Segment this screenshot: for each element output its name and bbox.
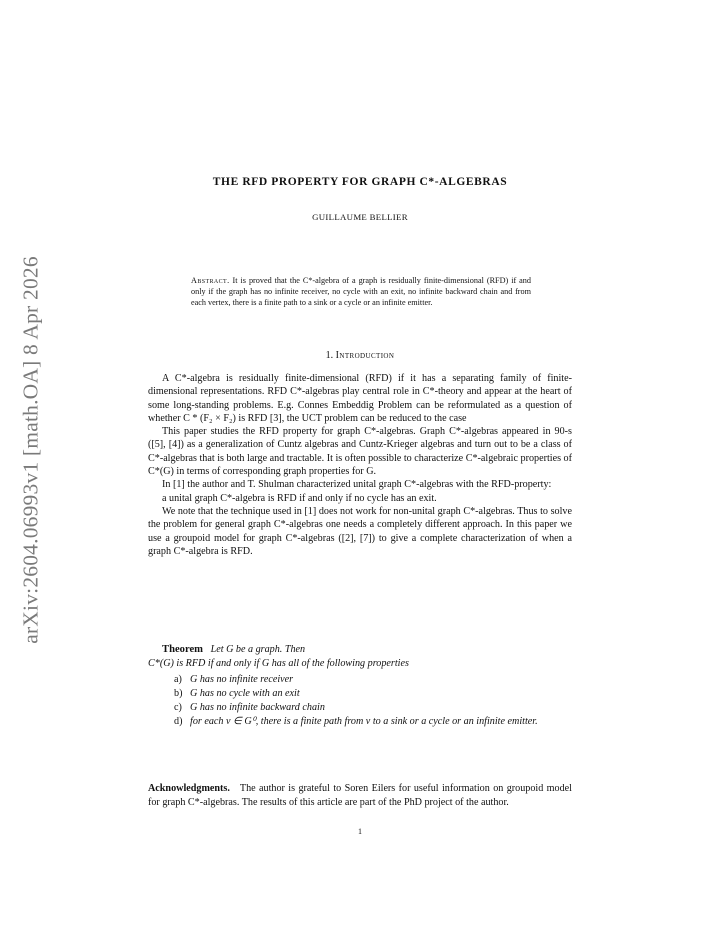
paragraph: We note that the technique used in [1] does not work for non-unital graph C*-algebras. Thus to solve the problem for general graph C*-algebras one needs a completely different approach. In this paper we use a groupoid model for graph C*-algebras ([2], [7]) to give a complete characterization of when a graph C*-algebra is RFD. bbox=[148, 505, 572, 557]
paragraph: A C*-algebra is residually finite-dimensional (RFD) if it has a separating family of finite-dimensional representations. RFD C*-algebras play central role in C*-theory and appear at the heart of some long-standing problems. E.g. Connes Embeddig Problem can be reformulated as a question of whether C * (F₂ × F₂) is RFD [3], the UCT problem can be reduced to the case bbox=[148, 373, 572, 424]
paper-title: THE RFD PROPERTY FOR GRAPH C*-ALGEBRAS bbox=[212, 176, 508, 188]
theorem-label: Theorem bbox=[162, 644, 203, 655]
theorem-block bbox=[148, 643, 572, 729]
list-item: c) G has no infinite backward chain bbox=[174, 702, 325, 713]
abstract-label: Abstract. bbox=[191, 276, 230, 285]
theorem-conditions-list bbox=[148, 673, 572, 729]
section-number: 1. bbox=[325, 350, 334, 361]
section-heading bbox=[0, 350, 720, 361]
page-number: 1 bbox=[358, 827, 362, 836]
abstract-text: It is proved that the C*-algebra of a graph is residually finite-dimensional (RFD) if and only if the graph has no infinite receiver, no cycle with an exit, no infinite backward chain and from each vertex, there is a finite path to a sink or a cycle or an infinite emitter. bbox=[191, 276, 531, 307]
introduction-body bbox=[148, 372, 572, 558]
arxiv-id-text: arXiv:2604.06993v1 [math.OA] 8 Apr 2026 bbox=[18, 256, 43, 644]
list-item: a) G has no infinite receiver bbox=[174, 674, 294, 685]
acknowledgments-label: Acknowledgments. bbox=[148, 783, 230, 794]
section-title: Introduction bbox=[335, 350, 395, 361]
theorem-statement: C*(G) is RFD if and only if G has all of the following properties bbox=[148, 658, 409, 669]
theorem-heading-line bbox=[148, 643, 572, 657]
paper-author: GUILLAUME BELLIER bbox=[312, 212, 408, 222]
arxiv-sidebar-stamp bbox=[11, 248, 51, 652]
acknowledgments-text: The author is grateful to Soren Eilers for useful information on groupoid model for graph C*-algebras. The results of this article are part of the PhD project of the author. bbox=[148, 783, 572, 808]
abstract-block bbox=[191, 276, 531, 309]
paragraph: In [1] the author and T. Shulman characterized unital graph C*-algebras with the RFD-property: bbox=[162, 479, 552, 491]
list-item: d) for each v ∈ G⁰, there is a finite path from v to a sink or a cycle or an infinite emitter. bbox=[174, 716, 538, 727]
paragraph: This paper studies the RFD property for graph C*-algebras. Graph C*-algebras appeared in 90-s ([5], [4]) as a generalization of Cuntz algebras and Cuntz-Krieger algebras and turn out to be a class of C*-algebras that is both large and tractable. It is often possible to characterize C*-algebraic properties of C*(G) in terms of corresponding graph properties for G. bbox=[148, 426, 572, 478]
quoted-result: a unital graph C*-algebra is RFD if and only if no cycle has an exit. bbox=[162, 492, 437, 504]
theorem-intro: Let G be a graph. Then bbox=[210, 644, 306, 655]
list-item: b) G has no cycle with an exit bbox=[174, 688, 300, 699]
acknowledgments-block bbox=[148, 782, 572, 810]
